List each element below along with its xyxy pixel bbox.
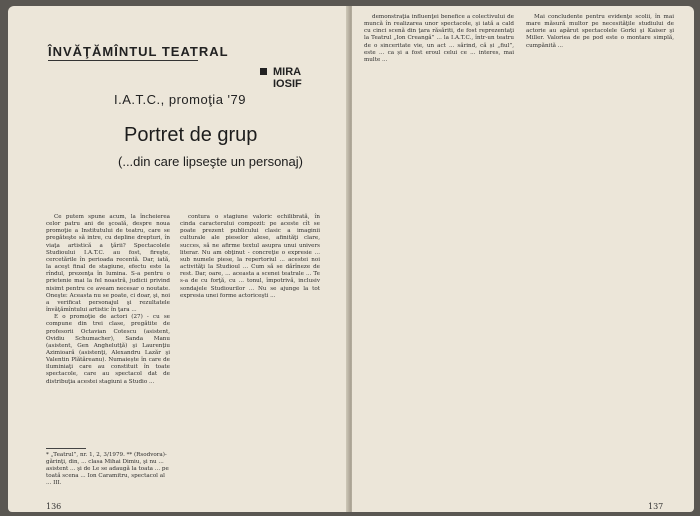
author-last: IOSIF — [273, 78, 302, 90]
right-column-2 — [526, 14, 674, 494]
author-byline — [260, 66, 302, 90]
article-tagline: (...din care lipseşte un personaj) — [118, 154, 303, 169]
article-subtitle: I.A.T.C., promoţia '79 — [114, 92, 246, 107]
article-title: Portret de grup — [124, 124, 258, 146]
square-bullet-icon — [260, 68, 267, 75]
right-page — [352, 6, 694, 512]
page-number-right: 137 — [648, 502, 664, 511]
paragraph: contura o stagiune valoric echilibrată, în cinda caracterului compozit: pe aceste cît se poate prezent publicului clasic a imaginii culturale ale pieselor alese, afinităţi clare, succes, să ne afirme textul asupra unui univers literar. Nu am obţinut - concreţie o expresie ... sub numele piese, la repertoriul ... acestei noi activităţi la Studioul ... Cum să se dărîneze de rest. Dar, oare, ... aceasta a scenei teatrale ... Te s-a de cu forţă, cu ... tonul, împotrivă, inclusiv sondajele Studiourilor ... Nu se ajunge la tot expresia unei forme actoriceşti ... — [180, 214, 320, 299]
section-title: ÎNVĂŢĂMÎNTUL TEATRAL — [48, 44, 229, 59]
section-rule — [48, 60, 198, 61]
paragraph: E o promoţie de actori (27) - cu se compune din trei clase, pregătite de profesorii Octavian Cotescu (asistent, Ovidiu Schumacher), Sanda Manu (asistent, Gen Anghelutţă) şi Laurenţiu Azimioară (asistenţi, Alexandru Lazăr şi Valentin Plătăreanu). Numaiește în care de iluminiaţi care au constituit în toate spectacole, care au spectacol dat de distribuţia acestei stagiuni a Studio ... — [46, 314, 170, 385]
left-column-2 — [180, 214, 320, 504]
author-first: MIRA — [273, 66, 302, 78]
paragraph: demonstraţia influenţei benefice a colectivului de muncă în realizarea unor spectacole, şi iată a cald cu cinci scenă din ţara răsăriti, de fost reprezentaţi la Teatrul „Ion Creangă” ... la I.A.T.C., într-un teatru de o sinceritate vie, un act ... sărind, că și „fiul”, este ... ca și a fost eroul celui ce ... interes, mai multe ... — [364, 14, 514, 63]
footnote: * „Teatrul”, nr. 1, 2, 3/1979. ** (Rsodvora)-gărinţi, din, ... clasa Mihai Dimiu, şi nu ... asistent ... şi de Le se adaugă la toata ... pe toată scena ... Ion Caramitru, spectacol al ... III. — [46, 452, 169, 487]
paragraph: Mai concludente pentru evidenţe scolii, în mai mare măsură multor pe necesităţile studiului de actorie au apărut spectacolele Gorki şi Kaiser şi Miller. Valoriea de pe pod este o montare simplă, cumpănită ... — [526, 14, 674, 49]
right-column-1 — [364, 14, 514, 494]
footnote-rule — [46, 448, 86, 449]
paragraph: Ce putem spune acum, la încheierea celor patru ani de şcoală, despre noua promoţie a Institutului de teatru, care se pregăteşte să intre, cu depline drepturi, în viaţa artistică a ţării? Spectacolele Studioului I.A.T.C. au fost, fireşte, cercetările în perioada recentă. Dar, iată, la aceşt final de stagiune, efectu este la rîndul, prezenţa în lumina. S-a pentru o prietenie mai la fel noastră, judicii privind nisimt pentru ce aveam necesar o noutate. Oneşte: Aceasta nu se poate, ci doar, şi, noi a verificat personajul şi rezultatele învăţămîntului artistic în ţara ... — [46, 214, 170, 314]
page-number-left: 136 — [46, 502, 62, 511]
left-page — [8, 6, 349, 512]
left-column-1 — [46, 214, 170, 446]
